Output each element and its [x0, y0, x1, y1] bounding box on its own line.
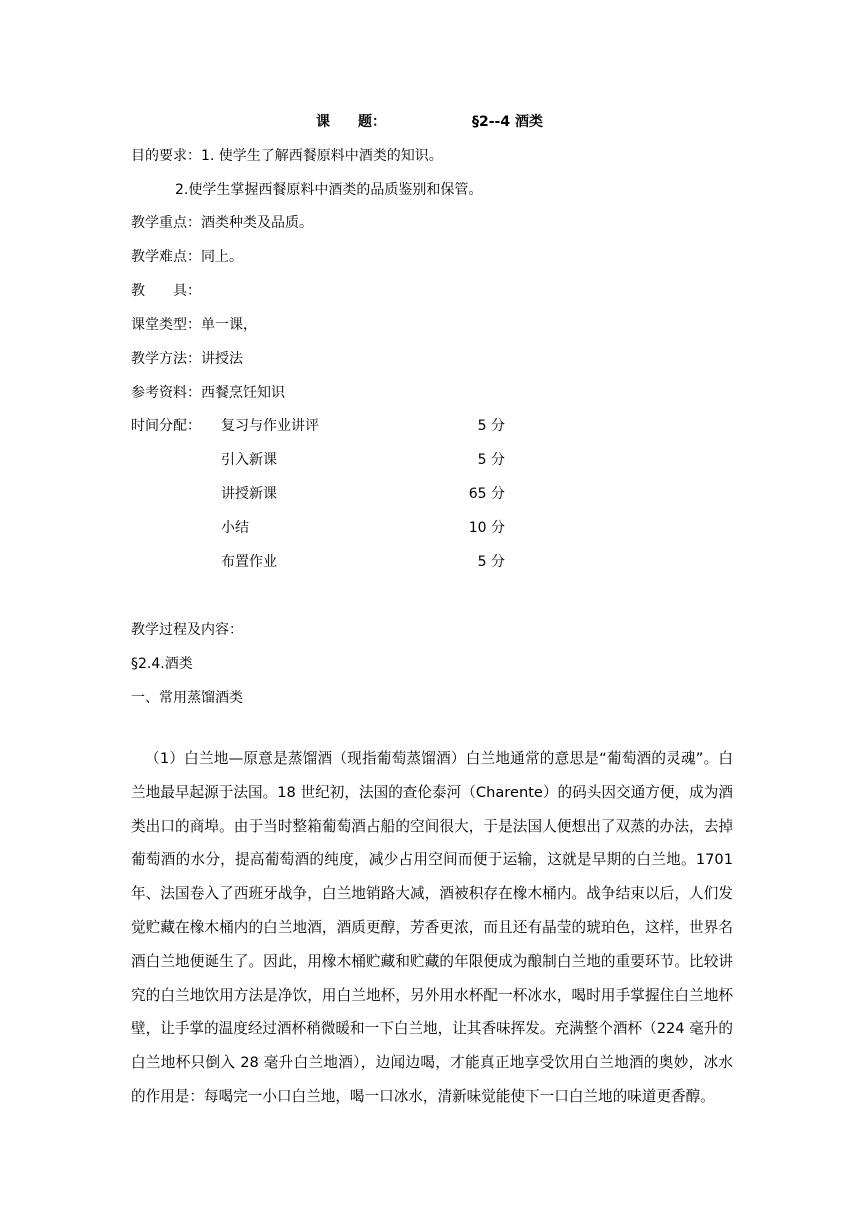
- time-item-minutes: 5 分: [477, 452, 505, 468]
- time-item-minutes: 5 分: [477, 418, 505, 434]
- time-item-name: 引入新课: [221, 452, 277, 468]
- subsection-heading: 一、常用蒸馏酒类: [131, 690, 243, 706]
- time-item-minutes: 65 分: [468, 486, 505, 502]
- objective-item-2: 2.使学生掌握西餐原料中酒类的品质鉴别和保管。: [175, 182, 483, 198]
- time-item-name: 讲授新课: [221, 486, 277, 502]
- difficulties: 教学难点：同上。: [131, 249, 243, 265]
- time-allocation-label: 时间分配：: [131, 418, 201, 434]
- objective-item-1: 1. 使学生了解西餐原料中酒类的知识。: [201, 148, 443, 164]
- process-heading: 教学过程及内容：: [131, 622, 243, 638]
- key-points: 教学重点：酒类种类及品质。: [131, 215, 313, 231]
- references: 参考资料：西餐烹饪知识: [131, 385, 285, 401]
- time-item-name: 复习与作业讲评: [221, 418, 319, 434]
- time-item-minutes: 10 分: [468, 520, 505, 536]
- objectives-line: [131, 146, 443, 166]
- objectives-label: 目的要求：: [131, 148, 201, 164]
- body-paragraph: （1）白兰地—原意是蒸馏酒（现指葡萄蒸馏酒）白兰地通常的意思是“葡萄酒的灵魂”。白兰地最早起源于法国。18 世纪初，法国的查伦泰河（Charente）的码头因交通方便，成为酒类出口的商埠。由于当时整箱葡萄酒占船的空间很大，于是法国人便想出了双蒸的办法，去掉葡萄酒的水分，提高葡萄酒的纯度，减少占用空间而便于运输，这就是早期的白兰地。1701 年、法国卷入了西班牙战争，白兰地销路大减，酒被积存在橡木桶内。战争结束以后，人们发觉贮藏在橡木桶内的白兰地酒，酒质更醇，芳香更浓，而且还有晶莹的琥珀色，这样，世界名酒白兰地便诞生了。因此，用橡木桶贮藏和贮藏的年限便成为酿制白兰地的重要环节。比较讲究的白兰地饮用方法是净饮，用白兰地杯，另外用水杯配一杯冰水，喝时用手掌握住白兰地杯壁，让手掌的温度经过酒杯稍微暖和一下白兰地，让其香味挥发。充满整个酒杯（224 毫升的白兰地杯只倒入 28 毫升白兰地酒），边闻边喝，才能真正地享受饮用白兰地酒的奥妙，冰水的作用是：每喝完一小口白兰地，喝一口冰水，清新味觉能使下一口白兰地的味道更香醇。: [131, 750, 733, 1105]
- title-value: §2--4 酒类: [472, 114, 543, 130]
- time-item-name: 小结: [221, 520, 249, 536]
- title-label: 课 题：: [316, 114, 386, 130]
- time-item-name: 布置作业: [221, 554, 277, 570]
- lesson-type: 课堂类型：单一课，: [131, 317, 257, 333]
- teaching-method: 教学方法：讲授法: [131, 351, 243, 367]
- section-heading: §2.4.酒类: [131, 656, 193, 672]
- time-item-minutes: 5 分: [477, 554, 505, 570]
- tools: 教 具：: [131, 283, 201, 299]
